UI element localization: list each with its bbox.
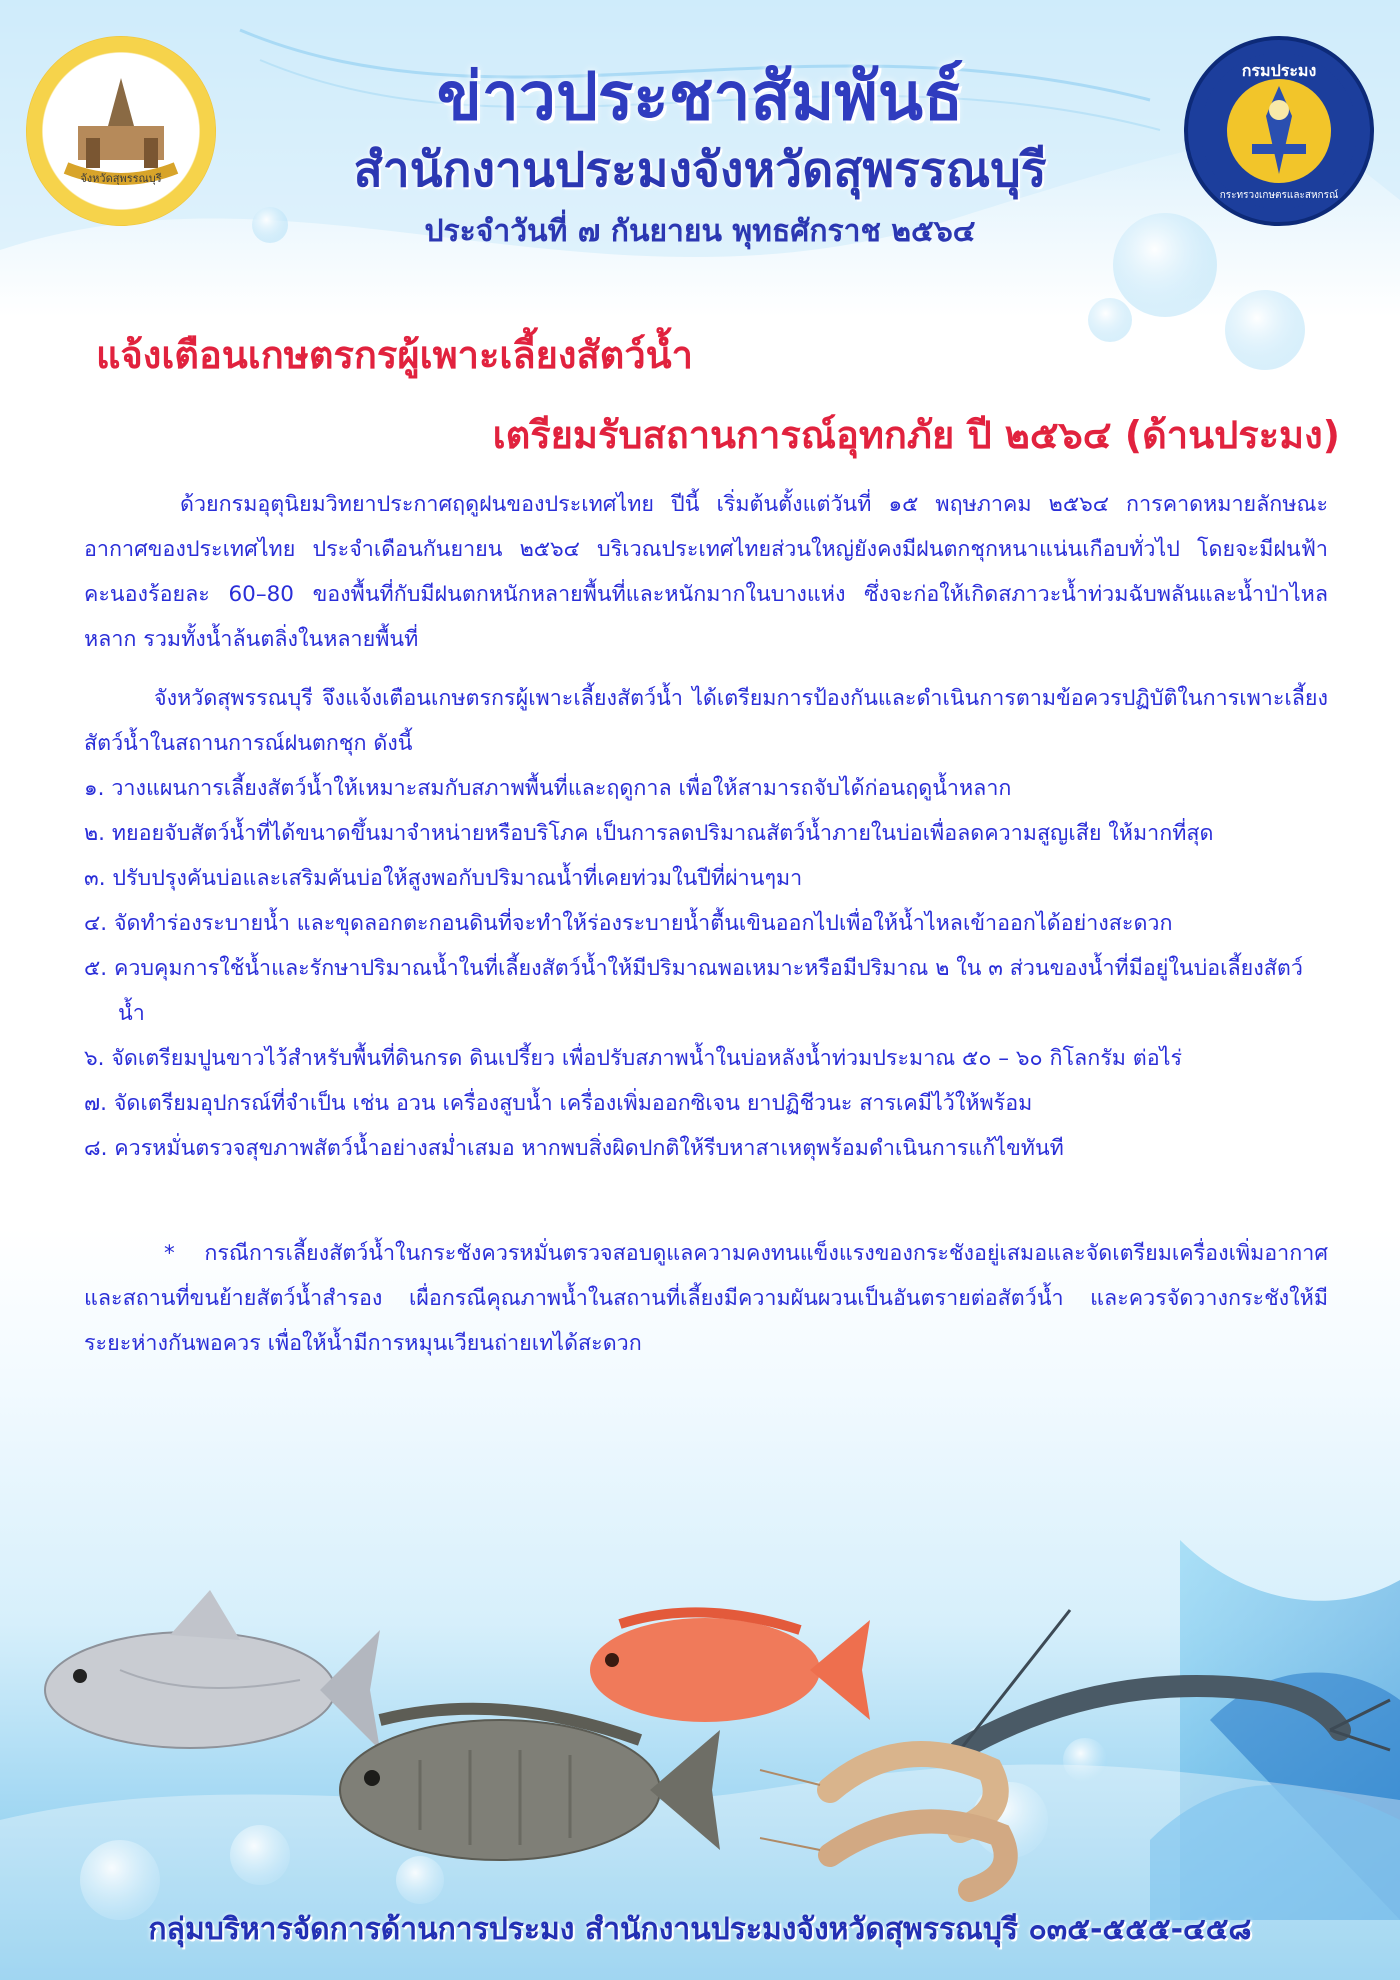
warning-paragraph: จังหวัดสุพรรณบุรี จึงแจ้งเตือนเกษตรกรผู้เพาะเลี้ยงสัตว์น้ำ ได้เตรียมการป้องกันและดำเนินการตามข้อควรปฏิบัติในการเพาะเลี้ยงสัตว์น้ำในสถานการณ์ฝนตกชุก ดังนี้ [84,686,1328,756]
fisheries-seal-top-label: กรมประมง [1241,61,1317,80]
guideline-item: ๒. ทยอยจับสัตว์น้ำที่ได้ขนาดขึ้นมาจำหน่ายหรือบริโภค เป็นการลดปริมาณสัตว์น้ำภายในบ่อเพื่อลดความสูญเสีย ให้มากที่สุด [84,821,1214,846]
guideline-item: ๓. ปรับปรุงคันบ่อและเสริมคันบ่อให้สูงพอกับปริมาณน้ำที่เคยท่วมในปีที่ผ่านๆมา [84,866,803,891]
aquatic-animals-illustration [0,1580,1400,1920]
guideline-item: ๖. จัดเตรียมปูนขาวไว้สำหรับพื้นที่ดินกรด ดินเปรี้ยว เพื่อปรับสภาพน้ำในบ่อหลังน้ำท่วมประมาณ ๕๐ – ๖๐ กิโลกรัม ต่อไร่ [84,1046,1183,1071]
page-title: ข่าวประชาสัมพันธ์ [436,58,964,135]
guideline-item: ๘. ควรหมั่นตรวจสุขภาพสัตว์น้ำอย่างสม่ำเสมอ หากพบสิ่งผิดปกติให้รีบหาสาเหตุพร้อมดำเนินการแก้ไขทันที [84,1136,1064,1161]
shrimp-icon [760,1754,1006,1890]
publication-date: ประจำวันที่ ๗ กันยายน พุทธศักราช ๒๕๖๔ [424,214,976,249]
nile-tilapia-fish-icon [340,1709,720,1860]
fisheries-seal-bottom-label: กระทรวงเกษตรและสหกรณ์ [1219,190,1339,201]
guideline-item: ๕. ควบคุมการใช้น้ำและรักษาปริมาณน้ำในที่เลี้ยงสัตว์น้ำให้มีปริมาณพอเหมาะหรือมีปริมาณ ๒ ใน ๓ ส่วนของน้ำที่มีอยู่ในบ่อเลี้ยงสัตว์น้ำ [84,956,1303,1026]
guideline-item: ๑. วางแผนการเลี้ยงสัตว์น้ำให้เหมาะสมกับสภาพพื้นที่และฤดูกาล เพื่อให้สามารถจับได้ก่อนฤดูน้ำหลาก [84,776,1012,801]
headline-line-1: แจ้งเตือนเกษตรกรผู้เพาะเลี้ยงสัตว์น้ำ [96,333,693,377]
cage-culture-note: * กรณีการเลี้ยงสัตว์น้ำในกระชังควรหมั่นตรวจสอบดูแลความคงทนแข็งแรงของกระชังอยู่เสมอและจัดเตรียมเครื่องเพิ่มอากาศ และสถานที่ขนย้ายสัตว์น้ำสำรอง เผื่อกรณีคุณภาพน้ำในสถานที่เลี้ยงมีความผันผวนเป็นอันตรายต่อสัตว์น้ำ และควรจัดวางกระชังให้มีระยะห่างกันพอควร เพื่อให้น้ำมีการหมุนเวียนถ่ายเทได้สะดวก [84,1241,1328,1356]
announcement-body [84,482,1328,1366]
red-tilapia-fish-icon [590,1612,870,1722]
intro-paragraph: ด้วยกรมอุตุนิยมวิทยาประกาศฤดูฝนของประเทศไทย ปีนี้ เริ่มต้นตั้งแต่วันที่ ๑๕ พฤษภาคม ๒๕๖๔ การคาดหมายลักษณะอากาศของประเทศไทย ประจำเดือนกันยายน ๒๕๖๔ บริเวณประเทศไทยส่วนใหญ่ยังคงมีฝนตกชุกหนาแน่นเกือบทั่วไป โดยจะมีฝนฟ้าคะนองร้อยละ 60–80 ของพื้นที่กับมีฝนตกหนักหลายพื้นที่และหนักมากในบางแห่ง ซึ่งจะก่อให้เกิดสภาวะน้ำท่วมฉับพลันและน้ำป่าไหลหลาก รวมทั้งน้ำล้นตลิ่งในหลายพื้นที่ [84,492,1328,652]
province-seal-label: จังหวัดสุพรรณบุรี [80,172,162,185]
office-name: สำนักงานประมงจังหวัดสุพรรณบุรี [353,142,1047,198]
guideline-item: ๗. จัดเตรียมอุปกรณ์ที่จำเป็น เช่น อวน เครื่องสูบน้ำ เครื่องเพิ่มออกซิเจน ยาปฏิชีวนะ สารเคมีไว้ให้พร้อม [84,1091,1033,1116]
guideline-item: ๔. จัดทำร่องระบายน้ำ และขุดลอกตะกอนดินที่จะทำให้ร่องระบายน้ำตื้นเขินออกไปเพื่อให้น้ำไหลเข้าออกได้อย่างสะดวก [84,911,1173,936]
headline-line-2: เตรียมรับสถานการณ์อุทกภัย ปี ๒๕๖๔ (ด้านประมง) [492,413,1340,457]
guideline-list [84,766,1328,1171]
footer-contact: กลุ่มบริหารจัดการด้านการประมง สำนักงานประมงจังหวัดสุพรรณบุรี ๐๓๕-๕๕๕-๔๕๘ [148,1912,1252,1947]
freshwater-prawn-icon [960,1610,1390,1750]
silver-barb-fish-icon [45,1590,380,1750]
